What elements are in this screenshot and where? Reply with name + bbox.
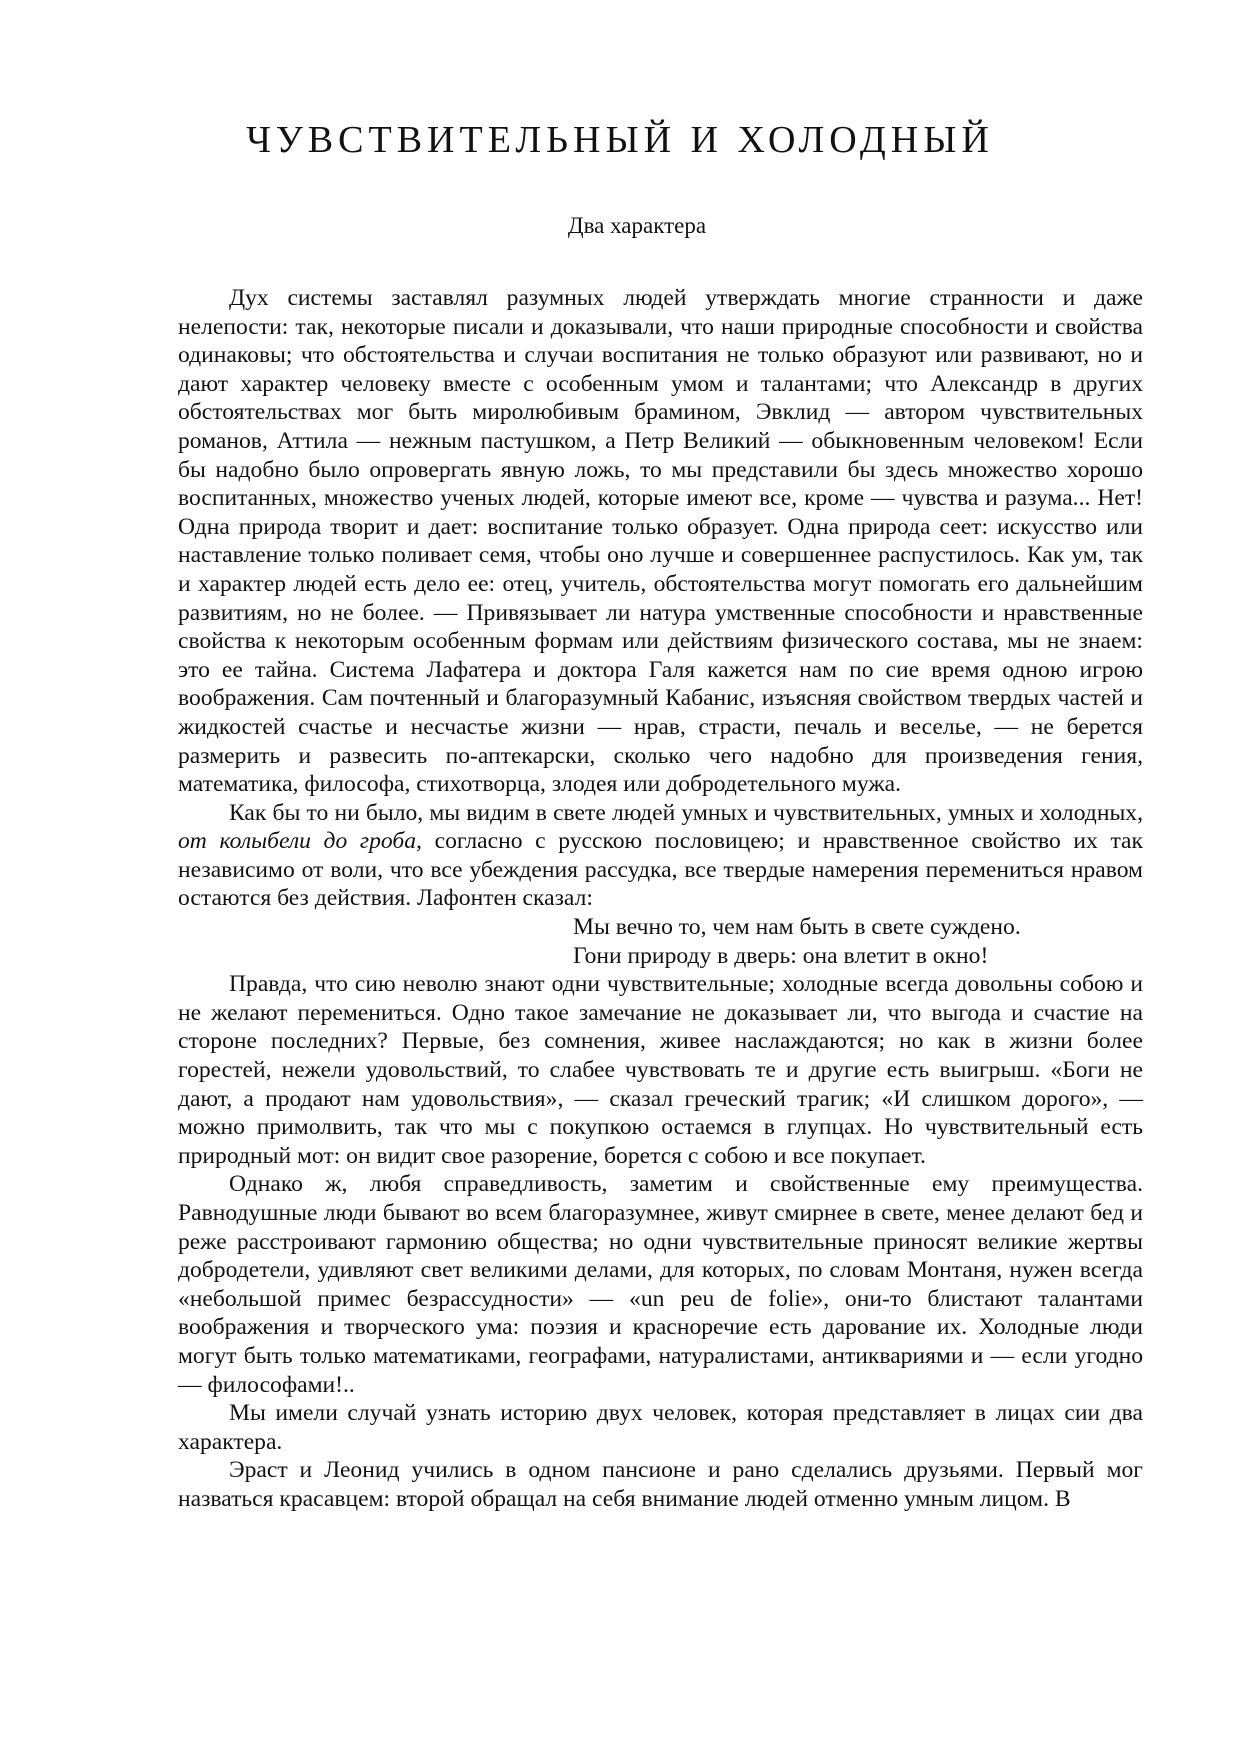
paragraph-5: Мы имели случай узнать историю двух человек, которая представляет в лицах сии два характера.	[178, 1400, 1143, 1455]
paragraph-6: Эраст и Леонид учились в одном пансионе и рано сделались друзьями. Первый мог назваться красавцем: второй обращал на себя внимание людей отменно умным лицом. В	[178, 1457, 1143, 1512]
paragraph-2	[178, 799, 1143, 913]
verse-quote	[573, 913, 1143, 970]
paragraph-4: Однако ж, любя справедливость, заметим и свойственные ему преимущества. Равнодушные люди бывают во всем благоразумнее, живут смирнее в свете, менее делают бед и реже расстроивают гармонию общества; но одни чувствительные приносят великие жертвы добродетели, удивляют свет великими делами, для которых, по словам Монтаня, нужен всегда «небольшой примес безрассудности» — «un peu de folie», они-то блистают талантами воображения и творческого ума: поэзия и красноречие есть дарование их. Холодные люди могут быть только математиками, географами, натуралистами, антиквариями и — если угодно — философами!..	[178, 1171, 1143, 1398]
paragraph-2-text-start: Как бы то ни было, мы видим в свете людей умных и чувствительных, умных и холодных,	[229, 799, 1143, 826]
document-title: ЧУВСТВИТЕЛЬНЫЙ И ХОЛОДНЫЙ	[246, 119, 994, 161]
paragraph-3: Правда, что сию неволю знают одни чувствительные; холодные всегда довольны собою и не желают перемениться. Одно такое замечание не доказывает ли, что выгода и счастие на стороне последних? Первые, без сомнения, живее наслаждаются; но как в жизни более горестей, нежели удовольствий, то слабее чувствовать те и другие есть выигрыш. «Боги не дают, а продают нам удовольствия», — сказал греческий трагик; «И слишком дорого», — можно примолвить, так что мы с покупкою остаемся в глупцах. Но чувствительный есть природный мот: он видит свое разорение, борется с собою и все покупает.	[178, 971, 1143, 1169]
verse-line-1: Мы вечно то, чем нам быть в свете суждено.	[573, 914, 1021, 941]
paragraph-2-text-end: согласно с русскою пословицею; и нравственное свойство их так независимо от воли, что все убеждения рассудка, все твердые намерения перемениться нравом остаются без действия. Лафонтен сказал:	[178, 828, 1143, 912]
paragraph-1: Дух системы заставлял разумных людей утверждать многие странности и даже нелепости: так, некоторые писали и доказывали, что наши природные способности и свойства одинаковы; что обстоятельства и случаи воспитания не только образуют или развивают, но и дают характер человеку вместе с особенным умом и талантами; что Александр в других обстоятельствах мог быть миролюбивым брамином, Эвклид — автором чувствительных романов, Аттила — нежным пастушком, а Петр Великий — обыкновенным человеком! Если бы надобно было опровергать явную ложь, то мы представили бы здесь множество хорошо воспитанных, множество ученых людей, которые имеют все, кроме — чувства и разума... Нет! Одна природа творит и дает: воспитание только образует. Одна природа сеет: искусство или наставление только поливает семя, чтобы оно лучше и совершеннее распустилось. Как ум, так и характер людей есть дело ее: отец, учитель, обстоятельства могут помогать его дальнейшим развитиям, но не более. — Привязывает ли натура умственные способности и нравственные свойства к некоторым особенным формам или действиям физического состава, мы не знаем: это ее тайна. Система Лафатера и доктора Галя кажется нам по сие время одною игрою воображения. Сам почтенный и благоразумный Кабанис, изъясняя свойством твердых частей и жидкостей счастье и несчастье жизни — нрав, страсти, печаль и веселье, — не берется размерить и развесить по-аптекарски, сколько чего надобно для произведения гения, математика, философа, стихотворца, злодея или добродетельного мужа.	[178, 285, 1143, 798]
document-body	[178, 284, 1143, 1514]
document-subtitle: Два характера	[567, 213, 707, 238]
verse-line-2: Гони природу в дверь: она влетит в окно!	[573, 942, 989, 969]
paragraph-2-italic-phrase: от колыбели до гроба,	[178, 828, 422, 855]
